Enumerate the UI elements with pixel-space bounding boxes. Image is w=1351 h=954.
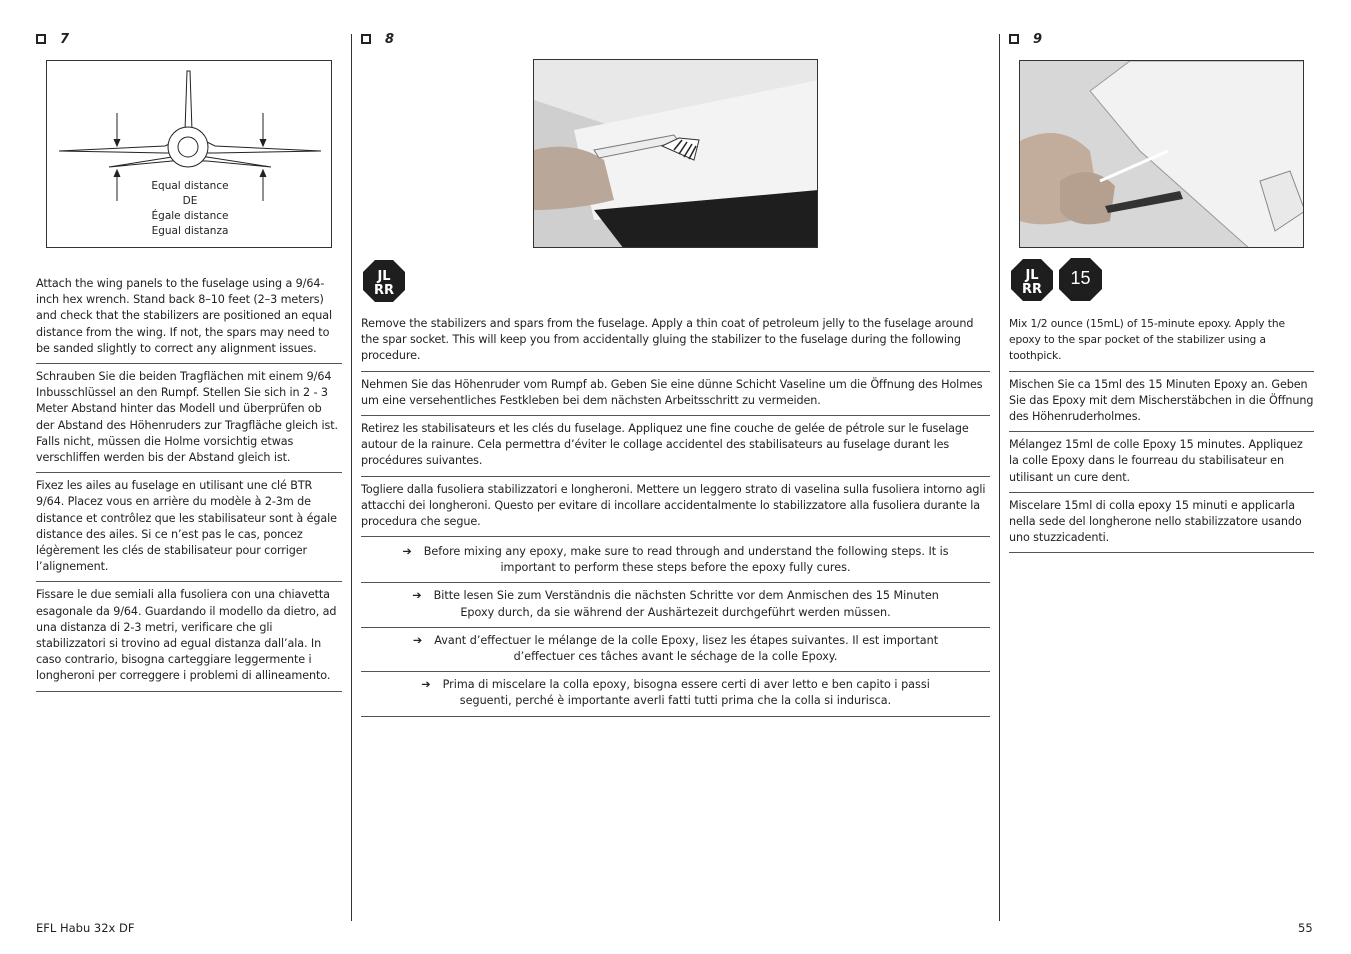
step-number: 9 — [1033, 31, 1043, 47]
instruction-en: Mix 1/2 ounce (15mL) of 15-minute epoxy. Apply the epoxy to the spar pocket of the stabilizer using a toothpick. — [1009, 316, 1314, 372]
svg-text:RR: RR — [1021, 282, 1043, 297]
diagram-labels — [47, 179, 332, 239]
epoxy-application-photo — [1019, 60, 1304, 248]
time-required-icon — [362, 259, 406, 303]
step-number: 7 — [60, 31, 70, 47]
arrow-icon: ➔ — [412, 633, 423, 647]
svg-text:JL: JL — [1025, 268, 1039, 283]
column-divider — [351, 34, 352, 921]
step-7-header — [36, 30, 342, 48]
arrow-icon: ➔ — [412, 589, 422, 603]
step-7-column — [36, 30, 342, 48]
time-required-icon — [1010, 258, 1054, 302]
epoxy-notes — [361, 539, 990, 717]
instruction-en: Remove the stabilizers and spars from the fuselage. Apply a thin coat of petroleum jelly to the fuselage around the spar socket. This will keep you from accidentally gluing the stabilizer to the fuselage during the following procedure. — [361, 316, 990, 372]
instruction-it: Miscelare 15ml di colla epoxy 15 minuti e applicarla nella sede del longherone nello stabilizzatore usando uno stuzzicadenti. — [1009, 493, 1314, 554]
step-number: 8 — [385, 31, 395, 47]
cure-time-number: 15 — [1070, 268, 1091, 288]
note-de: ➔ Bitte lesen Sie zum Verständnis die nächsten Schritte vor dem Anmischen des 15 Minuten Epoxy durch, da sie während der Aushärtezeit durchgeführt werden müssen. — [361, 583, 990, 627]
instruction-de: Schrauben Sie die beiden Tragflächen mit einem 9/64 Inbusschlüssel an den Rumpf. Stellen Sie sich in 2 - 3 Meter Abstand hinter das Modell und überprüfen ob der Abstand des Höhenruders zur Tragfläche gleich ist. Falls nicht, müssen die Holme vorsichtig etwas verschliffen werden bis der Abstand gleich ist. — [36, 364, 342, 473]
step-8-text — [361, 316, 990, 537]
step-checkbox[interactable] — [361, 34, 371, 44]
instruction-fr: Retirez les stabilisateurs et les clés du fuselage. Appliquez une fine couche de gelée de pétrole sur le fuselage autour de la rainure. Cela permettra d’éviter le collage accidentel des stabilisateurs au fuselage durant les procédures suivantes. — [361, 416, 990, 477]
fuselage-spar-socket-photo — [533, 59, 818, 248]
diagram-label: DE — [182, 195, 198, 207]
diagram-label: Equal distance — [151, 180, 229, 192]
step-9-column — [1009, 30, 1314, 48]
arrow-icon: ➔ — [402, 545, 412, 558]
step-checkbox[interactable] — [1009, 34, 1019, 44]
step-checkbox[interactable] — [36, 34, 46, 44]
step-8-header — [361, 30, 990, 48]
instruction-en: Attach the wing panels to the fuselage using a 9/64-inch hex wrench. Stand back 8–10 feet (2–3 meters) and check that the stabilizers are positioned an equal distance from the wing. If not, the spars may need to be sanded slightly to correct any alignment issues. — [36, 276, 342, 364]
column-divider — [999, 34, 1000, 921]
photo-illustration — [1020, 61, 1304, 248]
svg-text:JL: JL — [377, 269, 391, 284]
cure-time-badge — [1058, 257, 1103, 302]
svg-text:RR: RR — [373, 283, 395, 298]
note-en: ➔ Before mixing any epoxy, make sure to read through and understand the following steps. It is important to perform these steps before the epoxy fully cures. — [361, 539, 990, 583]
instruction-de: Mischen Sie ca 15ml des 15 Minuten Epoxy an. Geben Sie das Epoxy mit dem Mischerstäbchen in die Öffnung des Höhenruderholmes. — [1009, 372, 1314, 433]
instruction-it: Togliere dalla fusoliera stabilizzatori e longheroni. Mettere un leggero strato di vaselina sulla fusoliera intorno agli attacchi dei longheroni. Questo per evitare di incollare accidentalmente lo stabilizzatore alla fusoliera durante la procedura che segue. — [361, 477, 990, 538]
page-number: 55 — [1298, 921, 1313, 935]
photo-illustration — [534, 60, 818, 248]
arrow-icon: ➔ — [421, 678, 431, 692]
step-9-header — [1009, 30, 1314, 48]
diagram-label: Egual distanza — [151, 225, 229, 237]
instruction-it: Fissare le due semiali alla fusoliera con una chiavetta esagonale da 9/64. Guardando il modello da dietro, ad una distanza di 2-3 metri, verificare che gli stabilizzatori si trovino ad egual distanza dall’ala. In caso contrario, bisogna carteggiare leggermente i longheroni per correggere i problemi di allineamento. — [36, 582, 342, 691]
instruction-de: Nehmen Sie das Höhenruder vom Rumpf ab. Geben Sie eine dünne Schicht Vaseline um die Öffnung des Holmes um eine versehentliches Festkleben bei dem nächsten Arbeitsschritt zu vermeiden. — [361, 372, 990, 416]
instruction-fr: Mélangez 15ml de colle Epoxy 15 minutes. Appliquez la colle Epoxy dans le fourreau du stabilisateur en utilisant un cure dent. — [1009, 432, 1314, 493]
step-9-text — [1009, 316, 1314, 553]
step-8-column — [361, 30, 990, 48]
step-7-text — [36, 276, 342, 692]
note-it: ➔ Prima di miscelare la colla epoxy, bisogna essere certi di aver letto e ben capito i passi seguenti, perché è importante averli fatti tutti prima che la colla si indurisca. — [361, 672, 990, 716]
stabilizer-alignment-diagram — [46, 60, 332, 248]
footer-product-name: EFL Habu 32x DF — [36, 921, 135, 935]
diagram-label: Égale distance — [151, 210, 229, 222]
note-fr: ➔ Avant d’effectuer le mélange de la colle Epoxy, lisez les étapes suivantes. Il est important d’effectuer ces tâches avant le séchage de la colle Epoxy. — [361, 628, 990, 672]
instruction-fr: Fixez les ailes au fuselage en utilisant une clé BTR 9/64. Placez vous en arrière du modèle à 2-3m de distance et contrôlez que les stabilisateur sont à égale distance des ailes. Si ce n’est pas le cas, poncez légèrement les clés de stabilisateur pour corriger l’alignement. — [36, 473, 342, 582]
